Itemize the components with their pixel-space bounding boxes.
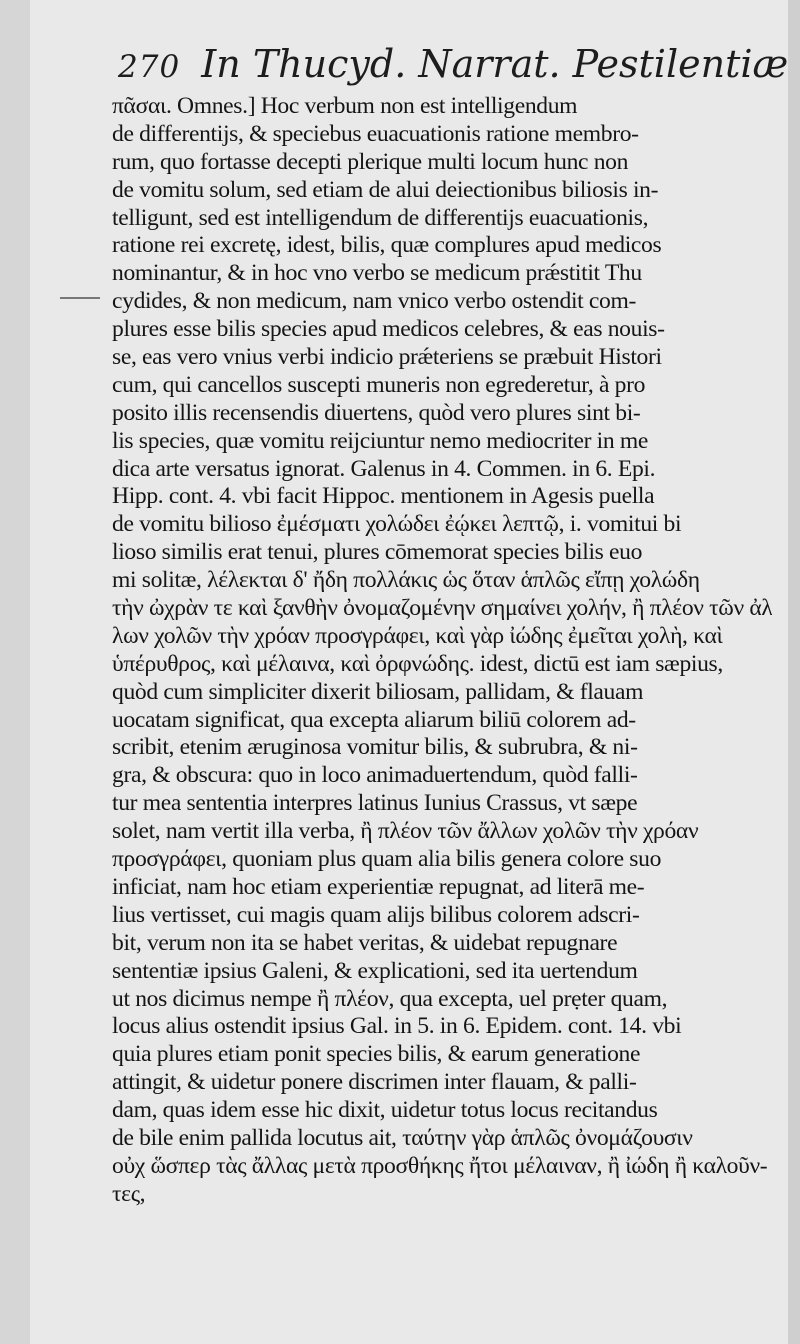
text-line: οὐχ ὥσπερ τὰς ἄλλας μετὰ προσθήκης ἤτοι μέλαιναν, ἢ ἰώδη ἢ καλοῦν- (112, 1152, 768, 1179)
text-line: Hipp. cont. 4. vbi facit Hippoc. mentionem in Agesis puella (112, 483, 655, 510)
text-line: λων χολῶν τὴν χρόαν προσγράφει, καὶ γὰρ ἰώδης ἐμεῖται χολὴ, καὶ (112, 622, 723, 649)
text-line: πᾶσαι. Omnes.] Hoc verbum non est intelligendum (112, 93, 578, 119)
text-line: rum, quo fortasse decepti plerique multi locum hunc non (112, 148, 629, 175)
text-line: dica arte versatus ignorat. Galenus in 4. Commen. in 6. Epi. (112, 455, 656, 482)
text-line: tur mea sententia interpres latinus Iunius Crassus, vt sæpe (112, 790, 638, 817)
text-line: telligunt, sed est intelligendum de differentijs euacuationis, (112, 204, 649, 231)
text-line: mi solitæ, λέλεκται δ' ἤδη πολλάκις ὡς ὅταν ἁπλῶς εἴπῃ χολώδη (112, 567, 700, 594)
text-line: solet, nam vertit illa verba, ἢ πλέον τῶν ἄλλων χολῶν τὴν χρόαν (112, 818, 699, 845)
text-line: nominantur, & in hoc vno verbo se medicum prǽstitit Thu (112, 260, 642, 287)
running-head: In Thucyd. Narrat. Pestilentiæ (201, 42, 789, 86)
text-line: uocatam significat, qua excepta aliarum biliū colorem ad- (112, 706, 636, 733)
text-line: scribit, etenim æruginosa vomitur bilis, & subrubra, & ni- (112, 734, 638, 761)
text-line: lius vertisset, cui magis quam alijs bilibus colorem adscri- (112, 901, 640, 928)
text-line: ut nos dicimus nempe ἢ πλέον, qua excepta, uel prẹter quam, (112, 985, 668, 1012)
text-line: quia plures etiam ponit species bilis, & earum generatione (112, 1041, 641, 1068)
page-header (118, 42, 789, 92)
text-line: ratione rei excretę, idest, bilis, quæ complures apud medicos (112, 232, 662, 259)
text-line: τες, (112, 1180, 146, 1207)
text-line: se, eas vero vnius verbi indicio prǽteriens se præbuit Histori (112, 344, 662, 371)
margin-mark (60, 297, 100, 299)
text-line: plures esse bilis species apud medicos celebres, & eas nouis- (112, 316, 665, 343)
text-line: de bile enim pallida locutus ait, ταύτην γὰρ ἁπλῶς ὀνομάζουσιν (112, 1124, 693, 1151)
body-text (112, 93, 772, 1209)
page-left-edge (0, 0, 30, 1344)
text-line: lioso similis erat tenui, plures cōmemorat species bilis euo (112, 539, 643, 566)
text-line: gra, & obscura: quo in loco animaduertendum, quòd falli- (112, 762, 638, 789)
text-line: sententiæ ipsius Galeni, & explicationi, sed ita uertendum (112, 957, 638, 984)
page-number: 270 (118, 49, 181, 85)
text-line: inficiat, nam hoc etiam experientiæ repugnat, ad literā me- (112, 873, 645, 900)
text-line: de vomitu bilioso ἐμέσματι χολώδει ἐῴκει λεπτῷ, i. vomitui bi (112, 511, 682, 538)
text-line: de differentijs, & speciebus euacuationis ratione membro- (112, 120, 639, 147)
page-right-edge (788, 0, 800, 1344)
text-line: προσγράφει, quoniam plus quam alia bilis genera colore suo (112, 846, 662, 873)
text-line: posito illis recensendis diuertens, quòd vero plures sint bi- (112, 399, 641, 426)
text-line: quòd cum simpliciter dixerit biliosam, pallidam, & flauam (112, 678, 644, 705)
text-line: bit, verum non ita se habet veritas, & uidebat repugnare (112, 929, 618, 956)
text-line: cum, qui cancellos suscepti muneris non egrederetur, à pro (112, 371, 646, 398)
text-line: lis species, quæ vomitu reijciuntur nemo mediocriter in me (112, 427, 648, 454)
text-line: de vomitu solum, sed etiam de alui deiectionibus biliosis in- (112, 176, 659, 203)
text-line: dam, quas idem esse hic dixit, uidetur totus locus recitandus (112, 1097, 658, 1124)
text-line: τὴν ὠχρὰν τε καὶ ξανθὴν ὀνομαζομένην σημαίνει χολήν, ἢ πλέον τῶν ἀλ (112, 595, 772, 622)
text-line: locus alius ostendit ipsius Gal. in 5. in 6. Epidem. cont. 14. vbi (112, 1013, 682, 1040)
text-line: attingit, & uidetur ponere discrimen inter flauam, & palli- (112, 1069, 637, 1096)
text-line: cydides, & non medicum, nam vnico verbo ostendit com- (112, 288, 636, 315)
text-line: ὑπέρυθρος, καὶ μέλαινα, καὶ ὀρφνώδης. idest, dictū est iam sæpius, (112, 650, 723, 677)
